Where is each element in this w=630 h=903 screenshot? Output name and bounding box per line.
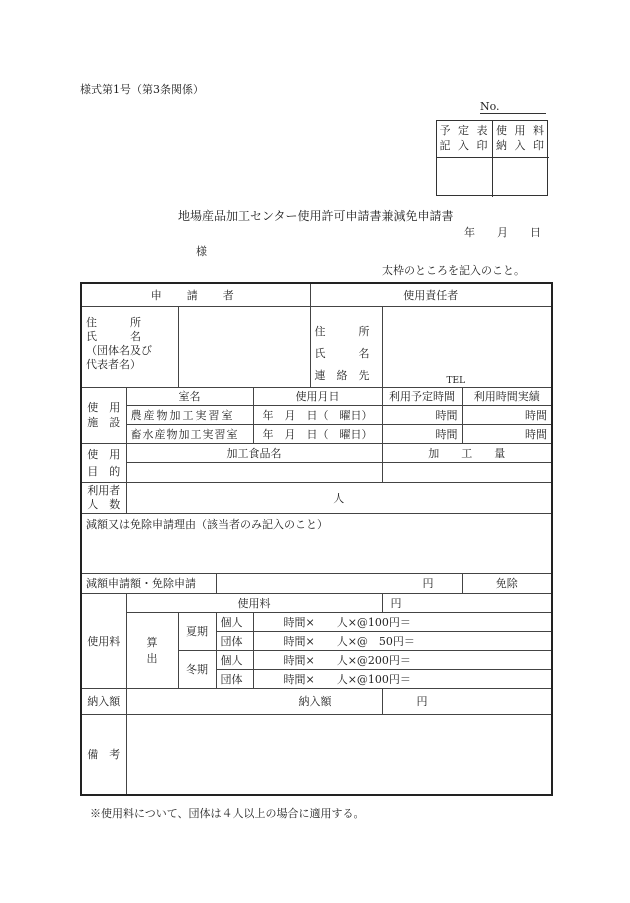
fee-stamp-label: 使 用 料 納 入 印 [493,121,549,158]
application-date[interactable]: 年 月 日 [464,226,541,239]
tel-label: TEL [446,375,466,386]
stamp-box [436,120,548,196]
number-field[interactable] [480,100,546,114]
planned-livestock[interactable]: 時間 [382,424,462,443]
remarks-input[interactable] [126,714,552,795]
users-row-label: 利用者 人 数 [81,482,126,513]
winter-individual-formula[interactable]: 時間× 人×@200円＝ [253,650,552,669]
planned-agri[interactable]: 時間 [382,405,462,424]
reduction-label: 減額申請額・免除申請 [81,573,216,593]
summer-group: 団体 [216,631,253,650]
instruction-note: 太枠のところを記入のこと。 [382,264,525,277]
room-header: 室名 [126,387,253,405]
addressee-suffix: 様 [196,245,207,258]
actual-time-header: 利用時間実績 [462,387,552,405]
actual-agri[interactable]: 時間 [462,405,552,424]
calc-label: 算 出 [126,612,178,688]
room-livestock: 畜水産物加工実習室 [126,424,253,443]
actual-livestock[interactable]: 時間 [462,424,552,443]
fee-row-label: 使用料 [81,593,126,688]
summer-label: 夏期 [178,612,216,650]
room-agri: 農産物加工実習室 [126,405,253,424]
applicant-input[interactable] [178,306,310,387]
purpose-row-label: 使 用 目 的 [81,443,126,482]
date-header: 使用月日 [253,387,382,405]
summer-group-formula[interactable]: 時間× 人×@ 50円＝ [253,631,552,650]
winter-individual: 個人 [216,650,253,669]
planned-time-header: 利用予定時間 [382,387,462,405]
summer-individual-formula[interactable]: 時間× 人×@100円＝ [253,612,552,631]
exemption-option[interactable]: 免除 [462,573,552,593]
winter-group: 団体 [216,669,253,688]
footnote: ※使用料について、団体は４人以上の場合に適用する。 [90,807,365,820]
payment-row-label: 納入額 [81,688,126,714]
amount-header: 加 工 量 [382,443,552,462]
winter-label: 冬期 [178,650,216,688]
schedule-stamp-label: 予 定 表 記 入 印 [437,121,492,158]
product-input[interactable] [126,462,382,482]
responsible-header: 使用責任者 [310,283,552,306]
payment-amount[interactable]: 円 [382,688,552,714]
date-livestock[interactable]: 年 月 日（ 曜日） [253,424,382,443]
fee-label: 使用料 [126,593,382,612]
winter-group-formula[interactable]: 時間× 人×@100円＝ [253,669,552,688]
amount-input[interactable] [382,462,552,482]
summer-individual: 個人 [216,612,253,631]
reduction-amount[interactable]: 円 [216,573,462,593]
product-header: 加工食品名 [126,443,382,462]
number-label: No. [480,100,500,113]
reason-field[interactable]: 減額又は免除申請理由（該当者のみ記入のこと） [81,513,552,573]
applicant-labels: 住 所 氏 名 （団体名及び 代表者名） [81,306,178,387]
date-agri[interactable]: 年 月 日（ 曜日） [253,405,382,424]
applicant-header: 申 請 者 [81,283,310,306]
document-title: 地場産品加工センター使用許可申請書兼減免申請書 [178,209,454,223]
facility-row-label: 使 用 施 設 [81,387,126,443]
remarks-label: 備 考 [81,714,126,795]
responsible-labels: 住 所 氏 名 連 絡 先 [310,306,382,387]
application-form-table [80,282,553,796]
payment-label: 納入額 [126,688,382,714]
responsible-input[interactable] [382,306,552,387]
form-reference: 様式第1号（第3条関係） [80,83,204,96]
fee-amount[interactable]: 円 [382,593,552,612]
users-count-input[interactable]: 人 [126,482,552,513]
